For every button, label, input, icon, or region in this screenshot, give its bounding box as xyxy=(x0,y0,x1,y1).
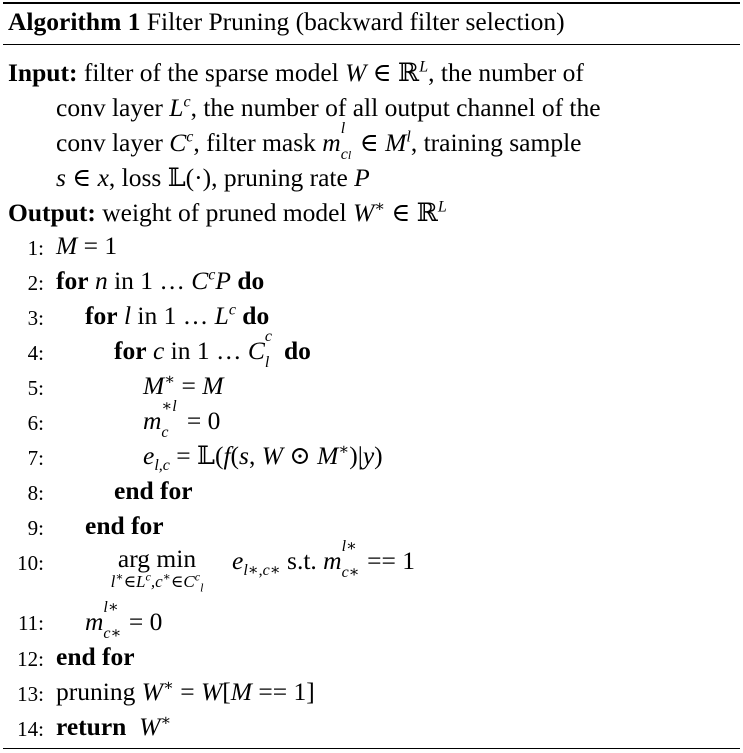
step-number: 12: xyxy=(17,647,44,671)
input-label: Input: xyxy=(8,58,78,87)
step-number: 9: xyxy=(27,516,44,540)
step-13: pruning W∗ = W[M == 1] xyxy=(56,677,315,706)
step-number: 5: xyxy=(27,376,44,400)
step-number: 11: xyxy=(17,611,44,635)
step-number: 2: xyxy=(27,271,44,295)
step-3: for l in 1 … $L^c$ do xyxy=(85,301,270,330)
input-line-4: s ∈ x, loss 𝕃(·), pruning rate P xyxy=(56,163,370,193)
step-14: return W∗ xyxy=(56,712,172,741)
step-number: 7: xyxy=(27,446,44,470)
input-line-1: Input: filter of the sparse model W ∈ ℝ$^L$, the number of xyxy=(8,58,584,88)
step-number: 14: xyxy=(17,717,44,741)
step-number: 3: xyxy=(27,306,44,330)
step-7: $e_{l,c}$ = 𝕃(f(s, W ⊙ M∗)|y) xyxy=(143,441,383,475)
step-4: for c in 1 … C c l do xyxy=(114,328,311,371)
step-12: end for xyxy=(56,642,135,671)
step-9: end for xyxy=(85,511,164,540)
step-number: 1: xyxy=(27,236,44,260)
input-line-3: conv layer $C^c$, filter mask m l cl ∈ $M^l$, training sample xyxy=(56,120,582,163)
top-rule xyxy=(3,2,740,4)
step-number: 4: xyxy=(27,341,44,365)
step-number: 8: xyxy=(27,481,44,505)
algorithm-caption xyxy=(8,6,565,38)
algorithm-label: Algorithm 1 xyxy=(8,7,141,36)
step-8: end for xyxy=(114,476,193,505)
step-5: M∗ = M xyxy=(143,371,224,400)
output-line: Output: weight of pruned model W∗ ∈ ℝ$^L$ xyxy=(8,198,447,228)
step-number: 13: xyxy=(17,682,44,706)
output-label: Output: xyxy=(8,198,96,227)
step-6: m ∗l c = 0 xyxy=(143,398,221,441)
step-1: M = 1 xyxy=(56,231,118,260)
input-line-2: conv layer $L^c$, the number of all output channel of the xyxy=(56,93,601,122)
bottom-rule xyxy=(3,748,740,749)
step-number: 6: xyxy=(27,411,44,435)
step-number: 10: xyxy=(17,551,44,575)
caption-rule xyxy=(3,44,740,45)
argmin-operator: arg min $l^∗\in L^c,c^∗\in C^c_l$ xyxy=(110,544,204,595)
algorithm-title: Filter Pruning (backward filter selection) xyxy=(146,7,565,36)
step-10: $e_{l∗,c∗}$ s.t. m l∗ c∗ == 1 xyxy=(232,538,415,581)
step-2: for n in 1 … $C^cP$ do xyxy=(56,266,265,295)
step-11: m l∗ c∗ = 0 xyxy=(85,599,163,642)
